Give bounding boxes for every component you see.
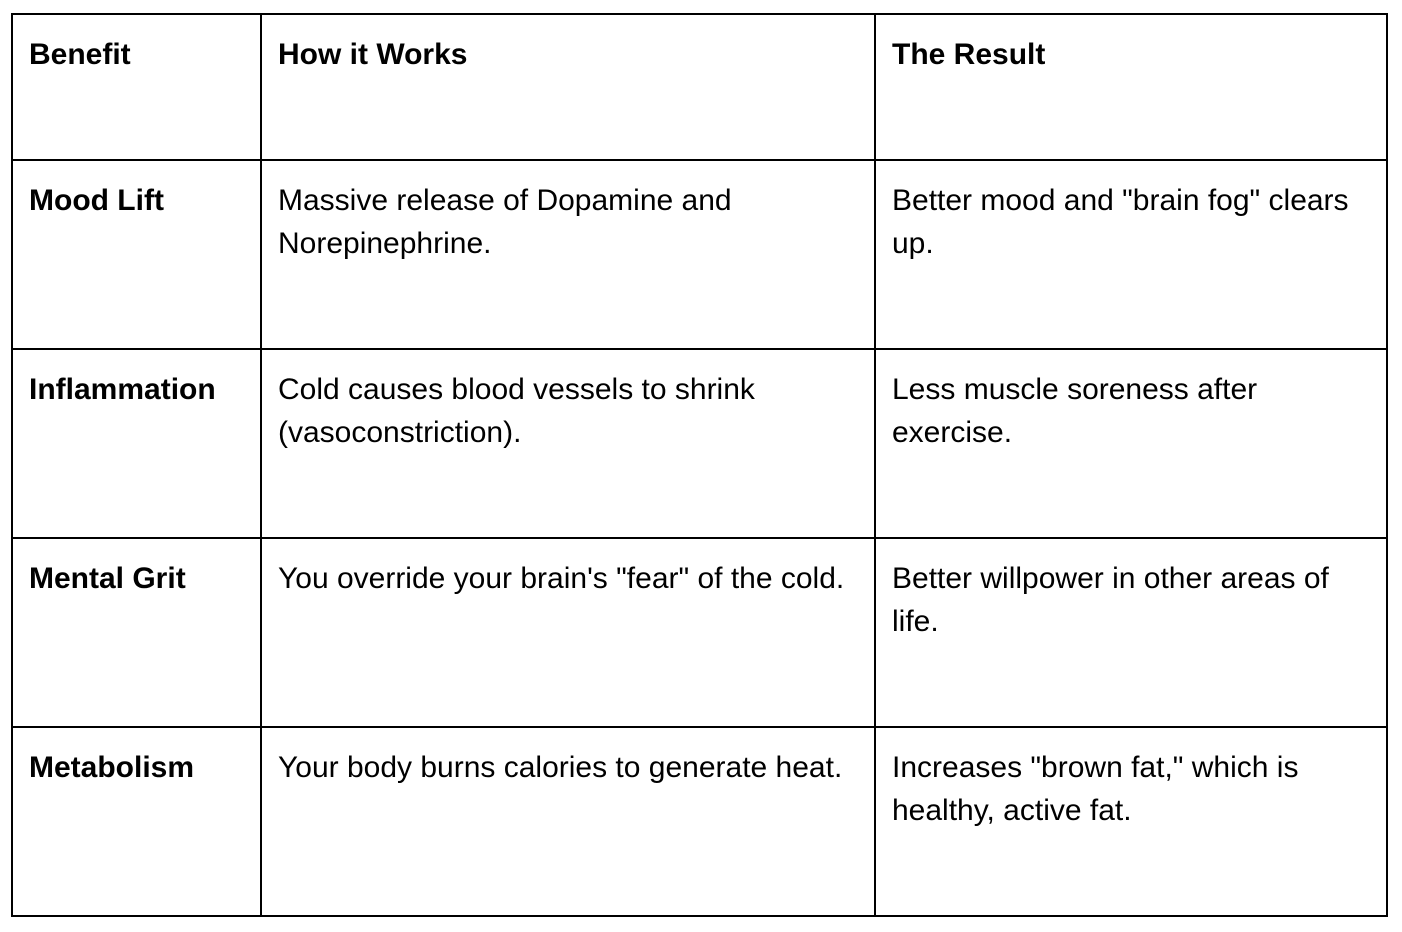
- benefit-cell: Mood Lift: [12, 160, 261, 349]
- header-the-result: The Result: [875, 14, 1387, 160]
- result-cell: Increases "brown fat," which is healthy, active fat.: [875, 727, 1387, 916]
- result-cell: Less muscle soreness after exercise.: [875, 349, 1387, 538]
- how-it-works-cell: Your body burns calories to generate heat.: [261, 727, 875, 916]
- table-row: [12, 349, 1387, 538]
- how-it-works-cell: You override your brain's "fear" of the cold.: [261, 538, 875, 727]
- table-row: [12, 727, 1387, 916]
- benefit-cell: Metabolism: [12, 727, 261, 916]
- how-it-works-cell: Cold causes blood vessels to shrink (vasoconstriction).: [261, 349, 875, 538]
- benefit-cell: Inflammation: [12, 349, 261, 538]
- header-how-it-works: How it Works: [261, 14, 875, 160]
- result-cell: Better mood and "brain fog" clears up.: [875, 160, 1387, 349]
- benefits-table: [11, 13, 1388, 917]
- header-benefit: Benefit: [12, 14, 261, 160]
- how-it-works-cell: Massive release of Dopamine and Norepinephrine.: [261, 160, 875, 349]
- table-row: [12, 538, 1387, 727]
- table-header: [12, 14, 1387, 160]
- benefit-cell: Mental Grit: [12, 538, 261, 727]
- table-row: [12, 160, 1387, 349]
- header-row: [12, 14, 1387, 160]
- result-cell: Better willpower in other areas of life.: [875, 538, 1387, 727]
- table-body: [12, 160, 1387, 916]
